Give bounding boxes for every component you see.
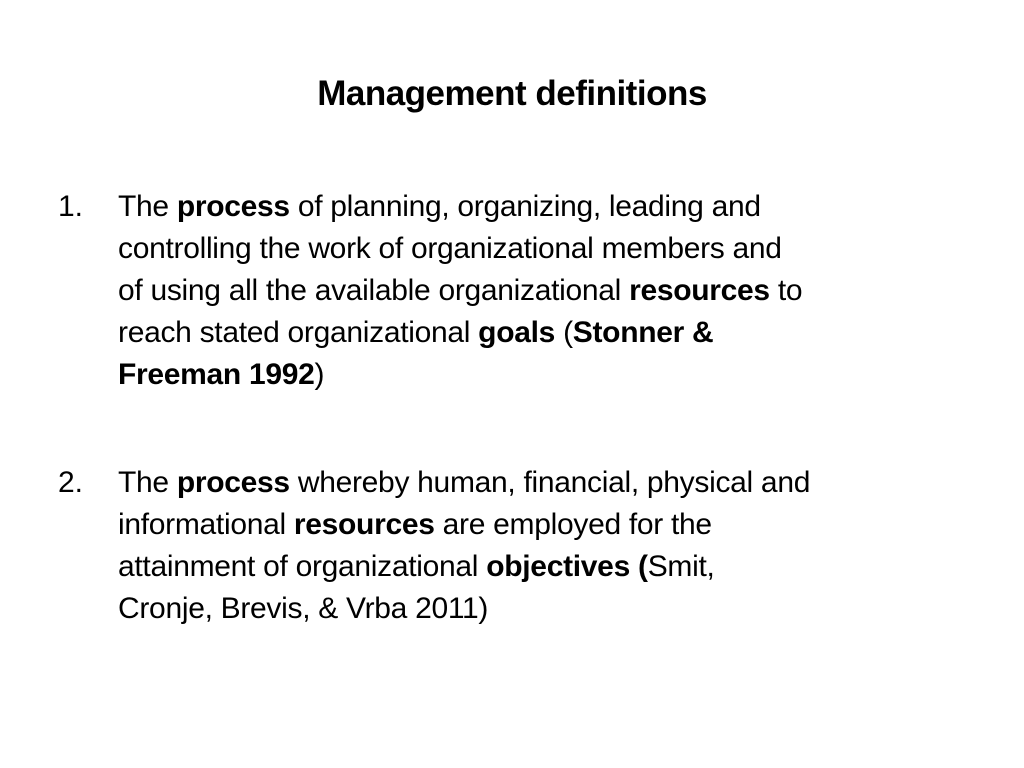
list-number: 1. (58, 190, 84, 223)
regular-text: reach stated organizational (118, 316, 479, 349)
bold-text: process (176, 466, 290, 499)
text-line (118, 270, 1024, 312)
regular-text: ) (314, 358, 325, 391)
regular-text: controlling the work of organizational members and (118, 232, 782, 265)
bold-text: objectives ( (486, 550, 648, 583)
definitions-list (0, 186, 1024, 630)
regular-text: of planning, organizing, leading and (289, 190, 761, 223)
regular-text: whereby human, financial, physical and (289, 466, 811, 499)
definition-text (118, 186, 1024, 396)
text-line (118, 504, 1024, 546)
text-line (118, 186, 1024, 228)
regular-text: informational (118, 508, 294, 541)
regular-text: Cronje, Brevis, & Vrba 2011) (118, 592, 489, 625)
regular-text: The (118, 190, 177, 223)
regular-text: attainment of organizational (118, 550, 487, 583)
regular-text: are employed for the (434, 508, 712, 541)
regular-text: to (769, 274, 803, 307)
bold-text: process (176, 190, 290, 223)
text-line (118, 546, 1024, 588)
regular-text: ( (555, 316, 573, 349)
bold-text: goals (478, 316, 556, 349)
definition-item-1 (0, 186, 1024, 396)
regular-text: The (118, 466, 177, 499)
regular-text: of using all the available organizational (118, 274, 630, 307)
bold-text: Stonner & (572, 316, 714, 349)
text-line (118, 588, 1024, 630)
definition-text (118, 462, 1024, 630)
bold-text: resources (629, 274, 770, 307)
text-line (118, 228, 1024, 270)
text-line (118, 312, 1024, 354)
definition-item-2 (0, 462, 1024, 630)
text-line (118, 462, 1024, 504)
bold-text: resources (293, 508, 435, 541)
text-line (118, 354, 1024, 396)
bold-text: Freeman 1992 (118, 358, 315, 391)
regular-text: Smit, (647, 550, 715, 583)
slide-title: Management definitions (317, 74, 707, 113)
list-number: 2. (58, 466, 84, 499)
